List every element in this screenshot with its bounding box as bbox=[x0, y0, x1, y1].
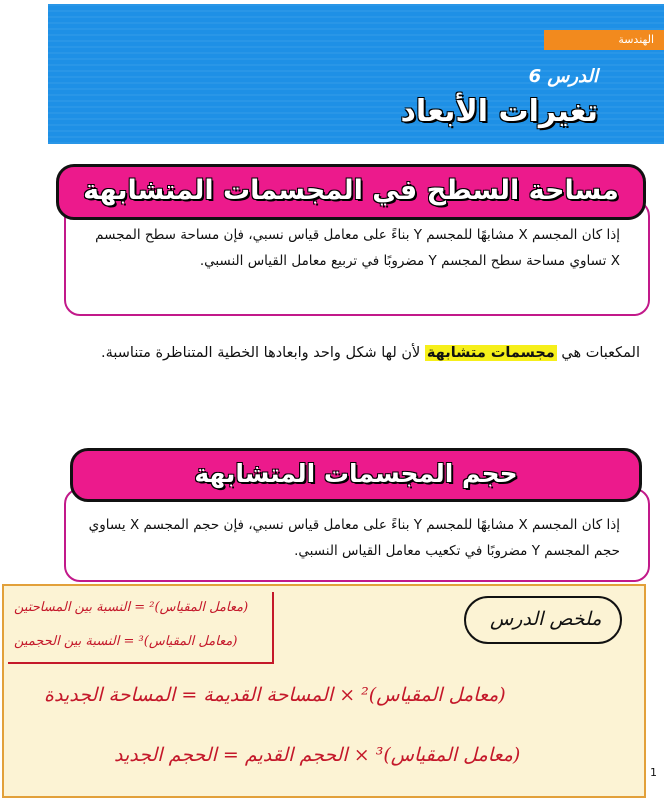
page-number: 1 bbox=[650, 766, 657, 779]
header-banner bbox=[48, 4, 664, 144]
surface-area-heading: مساحة السطح في المجسمات المتشابهة bbox=[56, 164, 646, 220]
lesson-summary bbox=[2, 584, 646, 798]
lesson-title: تغيرات الأبعاد bbox=[400, 94, 598, 129]
lesson-number: الدرس 6 bbox=[528, 66, 598, 87]
paragraph-end: لأن لها شكل واحد وابعادها الخطية المتناظرة متناسبة. bbox=[101, 345, 425, 361]
new-volume-formula: (معامل المقياس)³ × الحجم القديم = الحجم الجديد bbox=[114, 744, 521, 766]
new-area-formula: (معامل المقياس)² × المساحة القديمة = المساحة الجديدة bbox=[44, 684, 506, 706]
cubes-paragraph bbox=[60, 340, 640, 367]
highlighted-term: مجسمات متشابهة bbox=[426, 345, 555, 361]
volume-heading: حجم المجسمات المتشابهة bbox=[70, 448, 642, 502]
volume-text: إذا كان المجسم X مشابهًا للمجسم Y بناءً على معامل قياس نسبي، فإن حجم المجسم X يساوي حجم المجسم Y مضروبًا في تكعيب معامل القياس النسبي. bbox=[88, 517, 620, 559]
area-ratio-formula: (معامل المقياس)² = النسبة بين المساحتين bbox=[14, 600, 249, 615]
paragraph-start: المكعبات هي bbox=[556, 345, 640, 361]
surface-area-text: إذا كان المجسم X مشابهًا للمجسم Y بناءً على معامل قياس نسبي، فإن مساحة سطح المجسم X تساوي مساحة سطح المجسم Y مضروبًا في تربيع معامل القياس النسبي. bbox=[95, 227, 620, 269]
subject-label: الهندسة bbox=[618, 33, 654, 46]
volume-ratio-formula: (معامل المقياس)³ = النسبة بين الحجمين bbox=[14, 634, 238, 649]
summary-title: ملخص الدرس bbox=[490, 608, 602, 630]
